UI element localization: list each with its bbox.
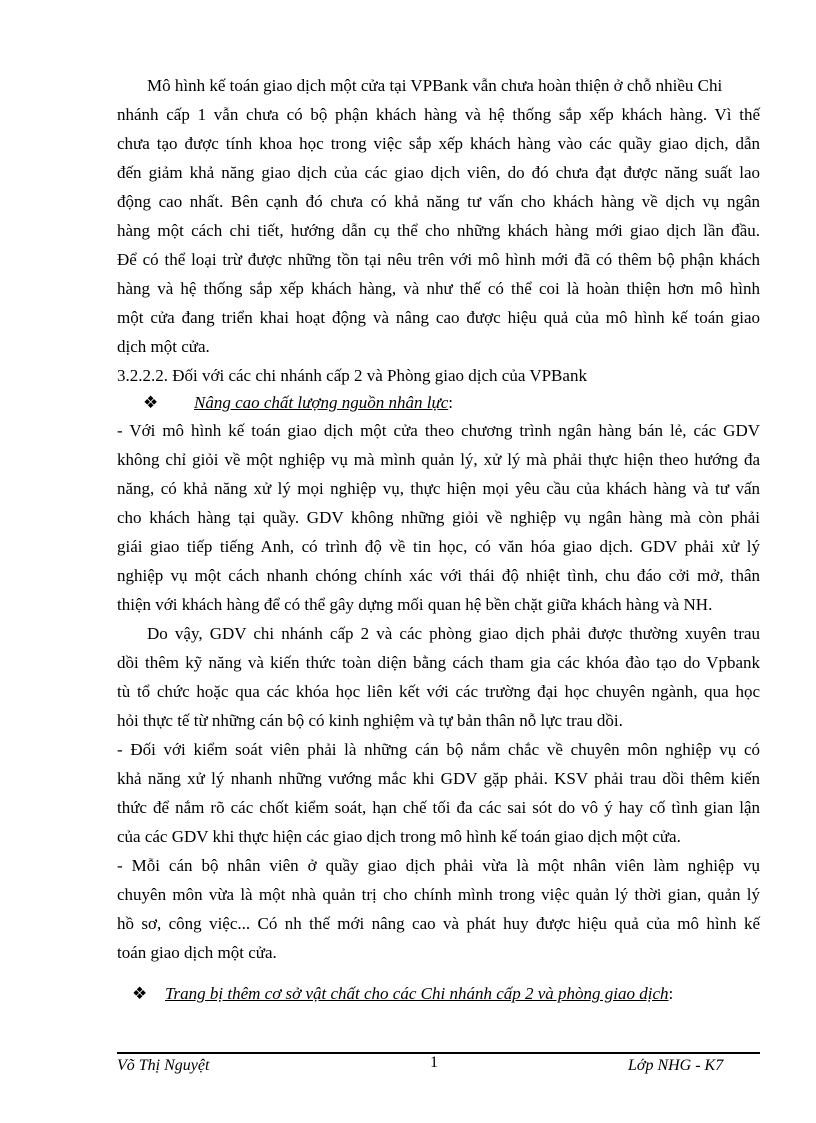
p5-line-4: toán giao dịch một cửa.	[117, 943, 277, 962]
diamond-bullet-icon: ❖	[132, 984, 148, 1003]
diamond-bullet-icon: ❖	[143, 393, 159, 412]
p2-line-1: - Với mô hình kế toán giao dịch một cửa theo chương trình ngân hàng bán lẻ, các GDV	[117, 421, 760, 440]
p4-line-1: - Đối với kiểm soát viên phải là những cán bộ nắm chắc về chuyên môn nghiệp vụ có	[117, 740, 760, 759]
bullet-heading-2-colon: :	[668, 984, 674, 1003]
bullet-heading-1-colon: :	[448, 393, 453, 412]
footer-author: Võ Thị Nguyệt	[117, 1057, 210, 1074]
p2-line-4: cho khách hàng tại quầy. GDV không những giỏi về nghiệp vụ ngân hàng mà còn phải	[117, 508, 760, 527]
p1-line-6: hàng một cách chi tiết, hướng dẫn cụ thể cho những khách hàng mới giao dịch lần đầu.	[117, 221, 760, 240]
p4-line-3: thức để nắm rõ các chốt kiểm soát, hạn chế tối đa các sai sót do vô ý hay cố tình gian lận	[117, 798, 760, 817]
p1-line-1: Mô hình kế toán giao dịch một cửa tại VPBank vẫn chưa hoàn thiện ở chỗ nhiều Chi	[147, 76, 723, 95]
p2-line-6: nghiệp vụ một cách nhanh chóng chính xác với thái độ nhiệt tình, chu đáo cởi mở, thân	[117, 566, 760, 585]
p1-line-4: đến giảm khả năng giao dịch của các giao dịch viên, do đó chưa đạt được năng suất lao	[117, 163, 760, 182]
p5-line-1: - Mỗi cán bộ nhân viên ở quầy giao dịch phải vừa là một nhân viên làm nghiệp vụ	[117, 856, 760, 875]
p5-line-3: hồ sơ, công việc... Có nh thế mới nâng cao và phát huy được hiệu quả của mô hình kế	[117, 914, 760, 933]
p3-line-1: Do vậy, GDV chi nhánh cấp 2 và các phòng giao dịch phải được thường xuyên trau	[147, 624, 760, 643]
p1-line-2: nhánh cấp 1 vẫn chưa có bộ phận khách hàng và hệ thống sắp xếp khách hàng. Vì thế	[117, 105, 760, 124]
footer-divider	[117, 1052, 760, 1054]
p1-line-3: chưa tạo được tính khoa học trong việc sắp xếp khách hàng vào các quầy giao dịch, dẫn	[117, 134, 760, 153]
p3-line-2: dồi thêm kỹ năng và kiến thức toàn diện bằng cách tham gia các khóa đào tạo do Vpbank	[117, 653, 760, 672]
p2-line-7: thiện với khách hàng để có thể gây dựng mối quan hệ bền chặt giữa khách hàng và NH.	[117, 595, 713, 614]
p2-line-3: năng, có khả năng xử lý mọi nghiệp vụ, thực hiện mọi yêu cầu của khách hàng và tư vấn	[117, 479, 760, 498]
p1-line-5: động cao nhất. Bên cạnh đó chưa có khả năng tư vấn cho khách hàng về dịch vụ ngân	[117, 192, 760, 211]
bullet-heading-2	[165, 984, 673, 1004]
p2-line-2: không chỉ giỏi về một nghiệp vụ mà mình quản lý, xử lý mà phải thực hiện theo hướng đa	[117, 450, 760, 469]
bullet-heading-2-text: Trang bị thêm cơ sở vật chất cho các Chi nhánh cấp 2 và phòng giao dịch	[165, 984, 669, 1003]
section-heading: 3.2.2.2. Đối với các chi nhánh cấp 2 và Phòng giao dịch của VPBank	[117, 366, 587, 385]
bullet-heading-1	[194, 393, 453, 413]
p3-line-4: hỏi thực tế từ những cán bộ có kinh nghiệm và tự bản thân nỗ lực trau dồi.	[117, 711, 623, 730]
footer-class: Lớp NHG - K7	[628, 1057, 724, 1074]
p2-line-5: giái giao tiếp tiếng Anh, có trình độ về tin học, có văn hóa giao dịch. GDV phải xử lý	[117, 537, 760, 556]
p1-line-7: Để có thể loại trừ được những tồn tại nêu trên với mô hình mới đã có thêm bộ phận khách	[117, 250, 760, 269]
page-number: 1	[430, 1054, 438, 1071]
p1-line-9: một cửa đang triển khai hoạt động và nâng cao được hiệu quả của mô hình kế toán giao	[117, 308, 760, 327]
p3-line-3: tù tổ chức hoặc qua các khóa học liên kết với các trường đại học chuyên ngành, qua học	[117, 682, 760, 701]
p5-line-2: chuyên môn vừa là một nhà quản trị cho chính mình trong việc quản lý thời gian, quản lý	[117, 885, 760, 904]
p1-line-8: hàng và hệ thống sắp xếp khách hàng, và như thế có thể coi là hoàn thiện hơn mô hình	[117, 279, 760, 298]
p4-line-2: khả năng xử lý nhanh những vướng mắc khi GDV gặp phải. KSV phải trau dồi thêm kiến	[117, 769, 760, 788]
bullet-heading-1-text: Nâng cao chất lượng nguồn nhân lực	[194, 393, 449, 412]
p4-line-4: của các GDV khi thực hiện các giao dịch trong mô hình kế toán giao dịch một cửa.	[117, 827, 681, 846]
p1-line-10: dịch một cửa.	[117, 337, 210, 356]
